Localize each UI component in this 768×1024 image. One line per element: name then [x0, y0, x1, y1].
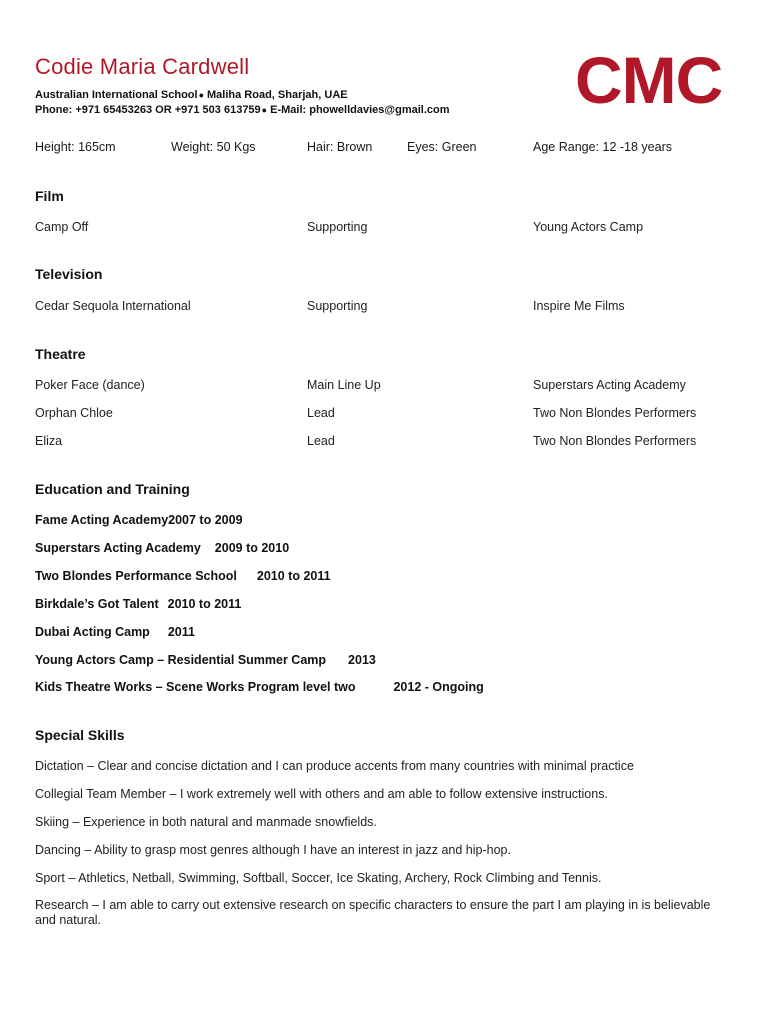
stat-weight: Weight: 50 Kgs — [171, 140, 256, 154]
credit-company: Two Non Blondes Performers — [533, 406, 697, 420]
stat-height: Height: 165cm — [35, 140, 116, 154]
education-item — [35, 569, 331, 583]
education-years: 2010 to 2011 — [167, 597, 242, 611]
road-address: Maliha Road, Sharjah, UAE — [207, 89, 348, 101]
education-institution: Birkdale’s Got Talent — [35, 597, 159, 611]
skill-item: Collegial Team Member – I work extremely well with others and am able to follow extensive instructions. — [35, 787, 608, 801]
section-title-theatre: Theatre — [35, 346, 86, 362]
section-title-skills: Special Skills — [35, 727, 125, 743]
credit-company: Inspire Me Films — [533, 299, 625, 313]
education-institution: Superstars Acting Academy — [35, 541, 201, 555]
credit-role: Supporting — [307, 299, 368, 313]
monogram-logo: CMC — [575, 43, 723, 117]
school-name: Australian International School — [35, 89, 198, 101]
credit-production: Camp Off — [35, 220, 89, 234]
education-item — [35, 541, 289, 555]
stat-eyes: Eyes: Green — [407, 140, 477, 154]
credit-production: Cedar Sequola International — [35, 299, 191, 313]
candidate-name: Codie Maria Cardwell — [35, 54, 250, 79]
credit-role: Supporting — [307, 220, 368, 234]
credit-role: Lead — [307, 434, 335, 448]
credit-production: Orphan Chloe — [35, 406, 113, 420]
skill-item: Research – I am able to carry out extensive research on specific characters to ensure the part I am playing in is believable and natural. — [35, 898, 711, 927]
credit-company: Young Actors Camp — [533, 220, 644, 234]
stat-hair: Hair: Brown — [307, 140, 373, 154]
education-years: 2012 - Ongoing — [393, 680, 484, 694]
email-address: E-Mail: phowelldavies@gmail.com — [270, 104, 450, 116]
section-title-education: Education and Training — [35, 481, 190, 497]
education-institution: Kids Theatre Works – Scene Works Program level two — [35, 680, 356, 694]
skill-item: Dancing – Ability to grasp most genres although I have an interest in jazz and hip-hop. — [35, 843, 511, 857]
skill-item: Sport – Athletics, Netball, Swimming, Softball, Soccer, Ice Skating, Archery, Rock Climbing and Tennis. — [35, 871, 602, 885]
education-years: 2007 to 2009 — [168, 513, 243, 527]
credit-role: Lead — [307, 406, 335, 420]
section-title-television: Television — [35, 266, 103, 282]
credit-production: Eliza — [35, 434, 63, 448]
education-institution: Two Blondes Performance School — [35, 569, 237, 583]
education-institution: Fame Acting Academy — [35, 513, 169, 527]
section-title-film: Film — [35, 188, 64, 204]
stat-age-range: Age Range: 12 -18 years — [533, 140, 672, 154]
credit-production: Poker Face (dance) — [35, 378, 145, 392]
education-item — [35, 597, 241, 611]
education-item — [35, 653, 376, 667]
phone-numbers: Phone: +971 65453263 OR +971 503 613759 — [35, 104, 261, 116]
education-item — [35, 513, 243, 527]
bullet-icon: ● — [261, 105, 268, 115]
address-line — [35, 89, 348, 101]
education-years: 2013 — [348, 653, 376, 667]
education-item — [35, 680, 484, 694]
bullet-icon: ● — [198, 90, 205, 100]
education-institution: Dubai Acting Camp — [35, 625, 150, 639]
credit-company: Two Non Blondes Performers — [533, 434, 697, 448]
education-institution: Young Actors Camp – Residential Summer Camp — [35, 653, 327, 667]
education-years: 2011 — [167, 625, 195, 639]
skill-item: Skiing – Experience in both natural and manmade snowfields. — [35, 815, 377, 829]
contact-line — [35, 104, 450, 116]
education-item — [35, 625, 195, 639]
education-years: 2009 to 2010 — [214, 541, 290, 555]
credit-company: Superstars Acting Academy — [533, 378, 686, 392]
skill-item: Dictation – Clear and concise dictation and I can produce accents from many countries with minimal practice — [35, 759, 634, 773]
credit-role: Main Line Up — [307, 378, 381, 392]
education-years: 2010 to 2011 — [256, 569, 331, 583]
